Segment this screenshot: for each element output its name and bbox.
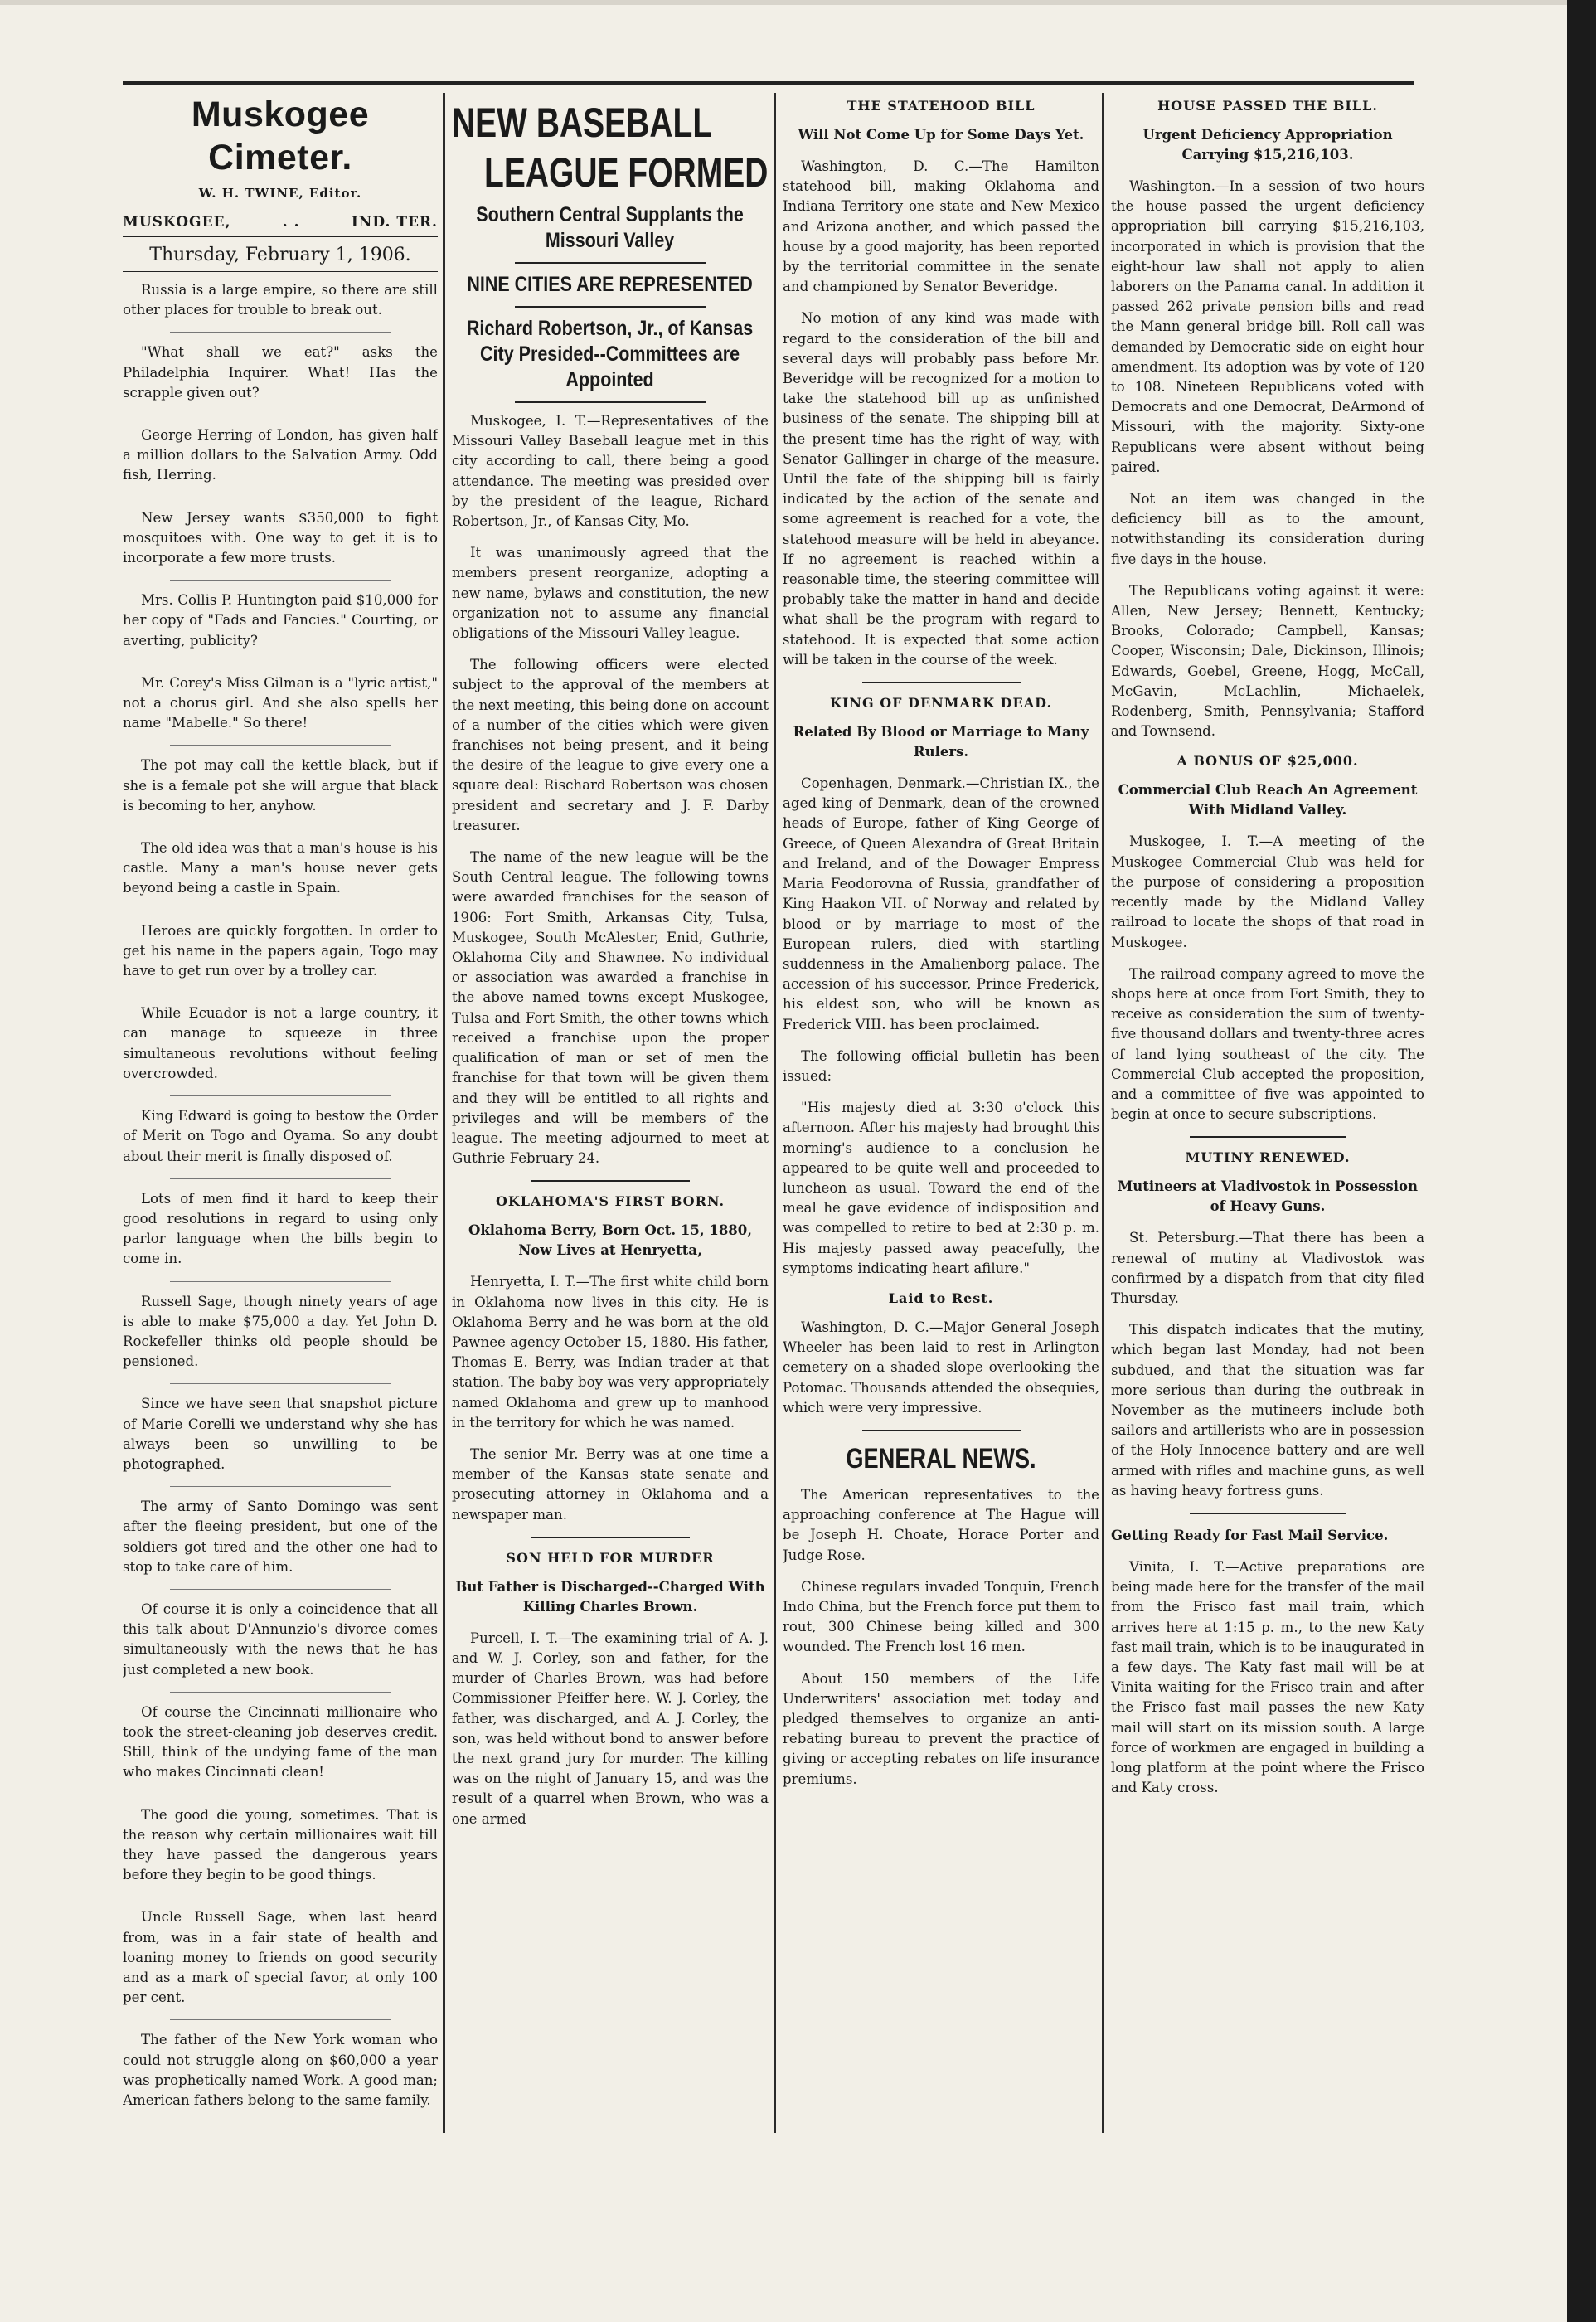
page-top-edge <box>0 0 1596 5</box>
paragraph-separator <box>170 1692 391 1693</box>
paragraph-separator <box>170 1486 391 1487</box>
paragraph-separator <box>170 1095 391 1096</box>
paragraph: Washington, D. C.—The Hamilton statehood bill, making Oklahoma and Indiana Territory one state and New Mexico and Arizona another, and which passed the house by a good majority, has been reported by the territorial committee in the senate and championed by Senator Beveridge. <box>783 158 1099 295</box>
article-divider <box>1190 1513 1346 1514</box>
general-news-headline: GENERAL NEWS. <box>846 1442 1036 1474</box>
denmark-body <box>783 774 1099 1279</box>
statehood-subhead: Will Not Come Up for Some Days Yet. <box>798 127 1084 143</box>
paragraph: Uncle Russell Sage, when last heard from, was in a fair state of health and loaning money to friends on good security and as a mark of special favor, at only 100 per cent. <box>123 1909 438 2006</box>
paragraph: Of course the Cincinnati millionaire who took the street-cleaning job deserves credit. Still, think of the undying fame of the man who makes Cincinnati clean! <box>123 1703 438 1780</box>
paragraph: No motion of any kind was made with regard to the consideration of the bill and several days will probably pass before Mr. Beveridge will be recognized for a motion to take the statehood bill up as unfinished business of the senate. The shipping bill at the present time has the right of way, with Senator Gallinger in charge of the measure. Until the fate of the shipping bill is fairly indicated by the action of the senate and some agreement is reached for a vote, the statehood measure will be held in abeyance. If no agreement is reached within a reasonable time, the steering committee will probably take the matter in hand and decide what shall be the program with regard to statehood. It is expected that some action will be taken in the course of the week. <box>783 310 1099 668</box>
editorial-paragraphs <box>123 280 438 2111</box>
son-held-body <box>452 1629 769 1829</box>
place-dots: . . <box>282 214 300 231</box>
paragraph: St. Petersburg.—That there has been a renewal of mutiny at Vladivostok was confirmed by a dispatch from that city filed Thursday. <box>1111 1230 1424 1306</box>
paragraph: Not an item was changed in the deficiency bill as to the amount, notwithstanding its consideration during five days in the house. <box>1111 491 1424 567</box>
paragraph: Copenhagen, Denmark.—Christian IX., the aged king of Denmark, dean of the crowned heads of Europe, father of King George of Greece, of Queen Alexandra of Great Britain and Ireland, and of the Dowager Empress Maria Feodorovna of Russia, grandfather of King Haakon VII. of Norway and related by blood or by marriage to most of the European rulers, died with startling suddenness in the Amalienborg palace. The accession of his successor, Prince Frederick, his eldest son, who will be known as Frederick VIII. has been proclaimed. <box>783 775 1099 1032</box>
paragraph: Vinita, I. T.—Active preparations are being made here for the transfer of the mail from the Frisco fast mail train, which arrives here at 1:15 p. m., to the new Katy fast mail train, which is to be inaugurated in a few days. The Katy fast mail will be at Vinita waiting for the Frisco train and after the Frisco fast mail passes the new Katy mail will start on its mission south. A large force of workmen are engaged in building a long platform at the point where the Frisco and Katy cross. <box>1111 1558 1424 1796</box>
house-bill-body <box>1111 177 1424 741</box>
house-bill-headline: HOUSE PASSED THE BILL. <box>1157 98 1378 114</box>
paragraph: Purcell, I. T.—The examining trial of A. J. and W. J. Corley, son and father, for the murder of Charles Brown, was had before Commissioner Pfeiffer here. W. J. Corley, the father, was discharged, and A. J. Corley, the son, was held without bond to answer before the next grand jury for murder. The killing was on the night of January 15, and was the result of a quarrel when Brown, who was a one armed <box>452 1630 769 1827</box>
column-3 <box>783 93 1099 1801</box>
paragraph: The senior Mr. Berry was at one time a member of the Kansas state senate and prosecuting attorney in Oklahoma and a newspaper man. <box>452 1445 769 1523</box>
paragraph-separator <box>170 2019 391 2020</box>
column-2 <box>452 93 769 1841</box>
mutiny-subhead: Mutineers at Vladivostok in Possession of Heavy Guns. <box>1117 1178 1419 1215</box>
deck-divider <box>515 262 705 264</box>
paragraph: Muskogee, I. T.—A meeting of the Muskogee Commercial Club was held for the purpose of considering a proposition recently made by the Midland Valley railroad to locate the shops of that road in Muskogee. <box>1111 833 1424 950</box>
paragraph-separator <box>170 1383 391 1384</box>
column-rule <box>443 93 445 2133</box>
article-divider <box>1190 1136 1346 1138</box>
column-4 <box>1111 93 1424 1810</box>
paragraph: The good die young, sometimes. That is the reason why certain millionaires wait till they have passed the dangerous years before they begin to be good things. <box>123 1806 438 1883</box>
son-held-headline: SON HELD FOR MURDER <box>506 1549 715 1566</box>
baseball-body <box>452 411 769 1168</box>
paragraph: It was unanimously agreed that the members present reorganize, adopting a new name, bylaws and constitution, the new organization not to assume any financial obligations of the Missouri Valley league. <box>452 545 769 642</box>
paragraph: New Jersey wants $350,000 to fight mosquitoes with. One way to get it is to incorporate a few more trusts. <box>123 509 438 566</box>
place-territory: IND. TER. <box>351 214 438 231</box>
paragraph: "His majesty died at 3:30 o'clock this afternoon. After his majesty had brought this morning's audience to a conclusion he appeared to be quite well and proceeded to luncheon as usual. Toward the end of the meal he gave evidence of indisposition and was compelled to retire to bed at 2:30 p. m. His majesty passed away peacefully, the symptoms indicating heart afilure." <box>783 1100 1099 1276</box>
denmark-subhead: Related By Blood or Marriage to Many Rulers. <box>793 724 1089 760</box>
paragraph: The following officers were elected subject to the approval of the members at the next meeting, this being done on account of a number of the cities which were given franchises not being present, and it being the desire of the league to give every one a square deal: Rischard Robertson was chosen president and secretary and J. F. Darby treasurer. <box>452 657 769 833</box>
statehood-headline: THE STATEHOOD BILL <box>847 98 1036 114</box>
bonus-subhead: Commercial Club Reach An Agreement With Midland Valley. <box>1118 782 1418 819</box>
bonus-body <box>1111 832 1424 1125</box>
paragraph: The old idea was that a man's house is his castle. Many a man's house never gets beyond being a castle in Spain. <box>123 840 438 896</box>
son-held-subhead: But Father is Discharged--Charged With Killing Charles Brown. <box>455 1578 765 1615</box>
baseball-deck-1: Southern Central Supplants the Missouri Valley <box>476 203 745 252</box>
deck-divider <box>515 306 705 308</box>
paragraph: Lots of men find it hard to keep their good resolutions in regard to using only parlor language when the bills begin to come in. <box>123 1190 438 1267</box>
paragraph: Of course it is only a coincidence that all this talk about D'Annunzio's divorce comes simultaneously with the news that he has just completed a new book. <box>123 1601 438 1678</box>
article-divider <box>862 1430 1021 1431</box>
paragraph-separator <box>170 1281 391 1282</box>
paragraph: Chinese regulars invaded Tonquin, French Indo China, but the French force put them to rout, 300 Chinese being killed and 300 wounded. The French lost 16 men. <box>783 1578 1099 1655</box>
paragraph: The Republicans voting against it were: Allen, New Jersey; Bennett, Kentucky; Brooks, Colorado; Campbell, Kansas; Cooper, Wisconsin; Dale, Dickinson, Illinois; Edwards, Goebel, Greene, Hogg, McCall, McGavin, McLachlin, Michaelek, Rodenberg, Smith, Pennsylvania; Stafford and Townsend. <box>1111 582 1424 740</box>
article-divider <box>531 1537 690 1538</box>
paragraph: Muskogee, I. T.—Representatives of the Missouri Valley Baseball league met in this city according to call, there being a good attendance. The meeting was presided over by the president of the league, Richard Robertson, Jr., of Kansas City, Mo. <box>452 413 769 530</box>
masthead-editor: W. H. TWINE, Editor. <box>198 186 362 201</box>
bonus-headline: A BONUS OF $25,000. <box>1176 753 1359 770</box>
paragraph: The pot may call the kettle black, but if she is a female pot she will argue that black is becoming to her, anyhow. <box>123 757 438 814</box>
paragraph: Henryetta, I. T.—The first white child born in Oklahoma now lives in this city. He is Oklahoma Berry and he was born at the old Pawnee agency October 15, 1880. His father, Thomas E. Berry, was Indian trader at that station. The baby boy was very appropriately named Oklahoma and grew up to manhood in the territory for which he was named. <box>452 1274 769 1431</box>
top-rule <box>123 81 1414 85</box>
deck-divider <box>515 401 705 403</box>
paragraph: The American representatives to the approaching conference at The Hague will be Joseph H. Choate, Horace Porter and Judge Rose. <box>783 1486 1099 1563</box>
paragraph: Washington, D. C.—Major General Joseph Wheeler has been laid to rest in Arlington cemetery on a shaded slope overlooking the Potomac. Thousands attended the obsequies, which were very impressive. <box>783 1319 1099 1416</box>
mail-body <box>1111 1557 1424 1798</box>
paragraph: Heroes are quickly forgotten. In order to get his name in the papers again, Togo may have to get run over by a trolley car. <box>123 922 438 979</box>
article-divider <box>531 1180 690 1182</box>
column-rule <box>774 93 776 2133</box>
paragraph: The army of Santo Domingo was sent after the fleeing president, but one of the soldiers got tired and the other one had to stop to take care of him. <box>123 1499 438 1575</box>
mutiny-body <box>1111 1228 1424 1501</box>
house-bill-subhead: Urgent Deficiency Appropriation Carrying $15,216,103. <box>1142 127 1393 163</box>
statehood-body <box>783 157 1099 670</box>
issue-date: Thursday, February 1, 1906. <box>123 242 438 272</box>
laid-to-rest-headline: Laid to Rest. <box>888 1290 994 1306</box>
paragraph: The following official bulletin has been issued: <box>783 1047 1099 1084</box>
masthead-place <box>123 214 438 237</box>
column-rule <box>1102 93 1104 2133</box>
mail-headline: Getting Ready for Fast Mail Service. <box>1111 1527 1389 1543</box>
baseball-headline-line1: NEW BASEBALL <box>452 100 713 146</box>
place-city: MUSKOGEE, <box>123 214 231 231</box>
paragraph-separator <box>170 332 391 333</box>
paragraph: Since we have seen that snapshot picture of Marie Corelli we understand why she has always been so unwilling to be photographed. <box>123 1396 438 1472</box>
paragraph: The name of the new league will be the South Central league. The following towns were awarded franchises for the season of 1906: Fort Smith, Arkansas City, Tulsa, Muskogee, South McAlester, Enid, Guthrie, Oklahoma City and Shawnee. No individual or association was awarded a franchise in the above named towns except Muskogee, Tulsa and Fort Smith, the other towns which received a franchise upon the proper qualification of man or set of men the franchise for that town will be given them and they will be entitled to all rights and privileges and will be members of the league. The meeting adjourned to meet at Guthrie February 24. <box>452 849 769 1167</box>
general-news-body <box>783 1485 1099 1790</box>
paragraph-separator <box>170 1178 391 1179</box>
column-1 <box>123 93 438 2122</box>
article-divider <box>862 682 1021 683</box>
paragraph: Russell Sage, though ninety years of age is able to make $75,000 a day. Yet John D. Rockefeller thinks old people should be pensioned. <box>123 1293 438 1370</box>
paragraph-separator <box>170 1589 391 1590</box>
paragraph: King Edward is going to bestow the Order of Merit on Togo and Oyama. So any doubt about their merit is finally disposed of. <box>123 1108 438 1164</box>
paragraph: The father of the New York woman who could not struggle along on $60,000 a year was prophetically named Work. A good man; American fathers belong to the same family. <box>123 2032 438 2109</box>
first-born-body <box>452 1272 769 1524</box>
denmark-headline: KING OF DENMARK DEAD. <box>829 695 1053 712</box>
first-born-subhead: Oklahoma Berry, Born Oct. 15, 1880, Now Lives at Henryetta, <box>468 1222 753 1259</box>
paragraph: While Ecuador is not a large country, it can manage to squeeze in three simultaneous revolutions without feeling overcrowded. <box>123 1005 438 1081</box>
paragraph: Mrs. Collis P. Huntington paid $10,000 for her copy of "Fads and Fancies." Courting, or averting, publicity? <box>123 592 438 649</box>
laid-to-rest-body <box>783 1318 1099 1418</box>
masthead-title: Muskogee Cimeter. <box>191 95 370 177</box>
paragraph: "What shall we eat?" asks the Philadelphia Inquirer. What! Has the scrapple given out? <box>123 344 438 401</box>
first-born-headline: OKLAHOMA'S FIRST BORN. <box>495 1193 725 1210</box>
baseball-deck-3: Richard Robertson, Jr., of Kansas City Presided--Committees are Appointed <box>467 317 754 391</box>
paragraph: George Herring of London, has given half a million dollars to the Salvation Army. Odd fish, Herring. <box>123 427 438 483</box>
paragraph: About 150 members of the Life Underwriters' association met today and pledged themselves to organize an anti-rebating bureau to prevent the practice of giving or accepting rebates on life insurance premiums. <box>783 1670 1099 1787</box>
baseball-deck-2: NINE CITIES ARE REPRESENTED <box>467 273 754 296</box>
paragraph: Mr. Corey's Miss Gilman is a "lyric artist," not a chorus girl. And she also spells her name "Mabelle." So there! <box>123 674 438 731</box>
paragraph: This dispatch indicates that the mutiny, which began last Monday, had not been subdued, and that the situation was far more serious than during the outbreak in November as the mutineers include both sailors and artillerists who are in possession of the Holy Innocence battery and are well armed with rifles and machine guns, as well as having heavy fortress guns. <box>1111 1322 1424 1499</box>
paragraph: The railroad company agreed to move the shops here at once from Fort Smith, they to receive as consideration the sum of twenty-five thousand dollars and twenty-three acres of land lying southeast of the city. The Commercial Club accepted the proposition, and a committee of five was appointed to begin at once to secure subscriptions. <box>1111 965 1424 1123</box>
mutiny-headline: MUTINY RENEWED. <box>1185 1149 1351 1166</box>
paragraph: Russia is a large empire, so there are still other places for trouble to break out. <box>123 282 438 318</box>
baseball-headline-line2: LEAGUE FORMED <box>484 149 769 196</box>
scan-dark-edge <box>1567 0 1596 2322</box>
paragraph: Washington.—In a session of two hours the house passed the urgent deficiency appropriation bill carrying $15,216,103, incorporated in which is provision that the eight-hour law shall not apply to alien laborers on the Panama canal. In addition it passed 262 private pension bills and read the Mann general bridge bill. Roll call was demanded by Democratic side on eight hour amendment. Its adoption was by vote of 120 to 108. Nineteen Republicans voted with Democrats and one Democrat, DeArmond of Missouri, with the majority. Sixty-one Republicans were absent without being paired. <box>1111 178 1424 475</box>
paragraph-separator <box>170 745 391 746</box>
baseball-headline <box>452 98 768 197</box>
